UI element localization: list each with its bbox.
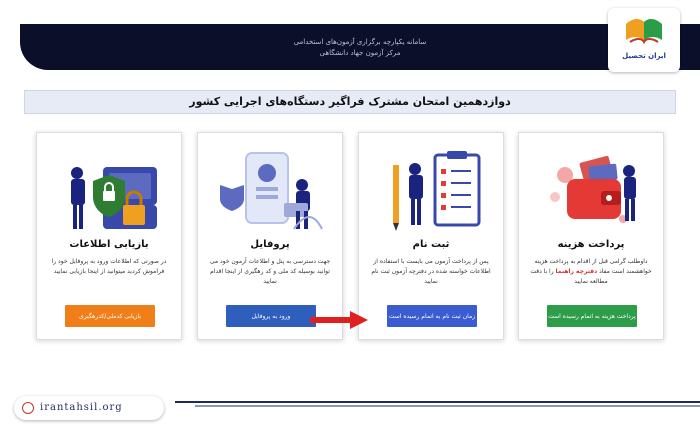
- logo-text: ایران تحصیل: [622, 52, 666, 60]
- desc-text-end: را با دقت مطالعه نمایید: [530, 268, 608, 285]
- site-header: [20, 24, 700, 70]
- card-description: جهت دسترسی به پنل و اطلاعات آزمون خود می توانید بوسیله کد ملی و کد رهگیری از اینجا اقدام نمایید: [209, 258, 331, 285]
- card-description: [527, 257, 655, 287]
- profile-login-button[interactable]: ورود به پروفایل: [226, 305, 316, 327]
- decorative-divider: [175, 400, 700, 408]
- card-title: پرداخت هزینه: [557, 239, 625, 250]
- header-line-1: سامانه یکپارچه برگزاری آزمون‌های استخدامی: [293, 38, 427, 46]
- desc-text: داوطلب گرامی قبل از اقدام به پرداخت هزینه خواهشمند است مفاد: [534, 258, 652, 275]
- card-title: بازیابی اطلاعات: [69, 239, 149, 250]
- card-description: در صورتی که اطلاعات ورود به پروفایل خود را فراموش کردید میتوانید از اینجا بازیابی نمایید: [51, 258, 167, 275]
- recovery-button[interactable]: بازیابی کدملی/کدرهگیری: [65, 305, 155, 327]
- card-registration: [358, 132, 504, 340]
- red-arrow-icon: [310, 311, 368, 329]
- lock-recovery-icon: [49, 145, 171, 241]
- watermark-text: irantahsil.org: [40, 402, 123, 413]
- globe-icon: [22, 402, 34, 414]
- page-title: دوازدهمین امتحان مشترک فراگیر دستگاه‌های اجرایی کشور: [24, 90, 676, 114]
- profile-user-icon: [210, 145, 332, 241]
- registration-closed-button[interactable]: زمان ثبت نام به اتمام رسیده است: [387, 305, 477, 327]
- wallet-payment-icon: [531, 145, 653, 241]
- card-description: پس از پرداخت آزمون می بایست با استفاده از اطلاعات خواسته شده در دفترچه آزمون ثبت نام نمایید: [371, 258, 491, 285]
- header-line-2: مرکز آزمون جهاد دانشگاهی: [319, 49, 401, 57]
- irantahsil-logo: [608, 8, 680, 72]
- site-watermark: [14, 396, 164, 420]
- checklist-registration-icon: [371, 145, 493, 241]
- card-title: ثبت نام: [412, 239, 450, 250]
- payment-finished-button[interactable]: پرداخت هزینه به اتمام رسیده است: [547, 305, 637, 327]
- card-title: پروفایل: [250, 239, 290, 250]
- card-payment: [518, 132, 664, 340]
- guide-booklet-link[interactable]: دفترچه راهنما: [555, 268, 598, 275]
- card-recovery: [36, 132, 182, 340]
- card-profile: [197, 132, 343, 340]
- book-logo-icon: [622, 18, 666, 44]
